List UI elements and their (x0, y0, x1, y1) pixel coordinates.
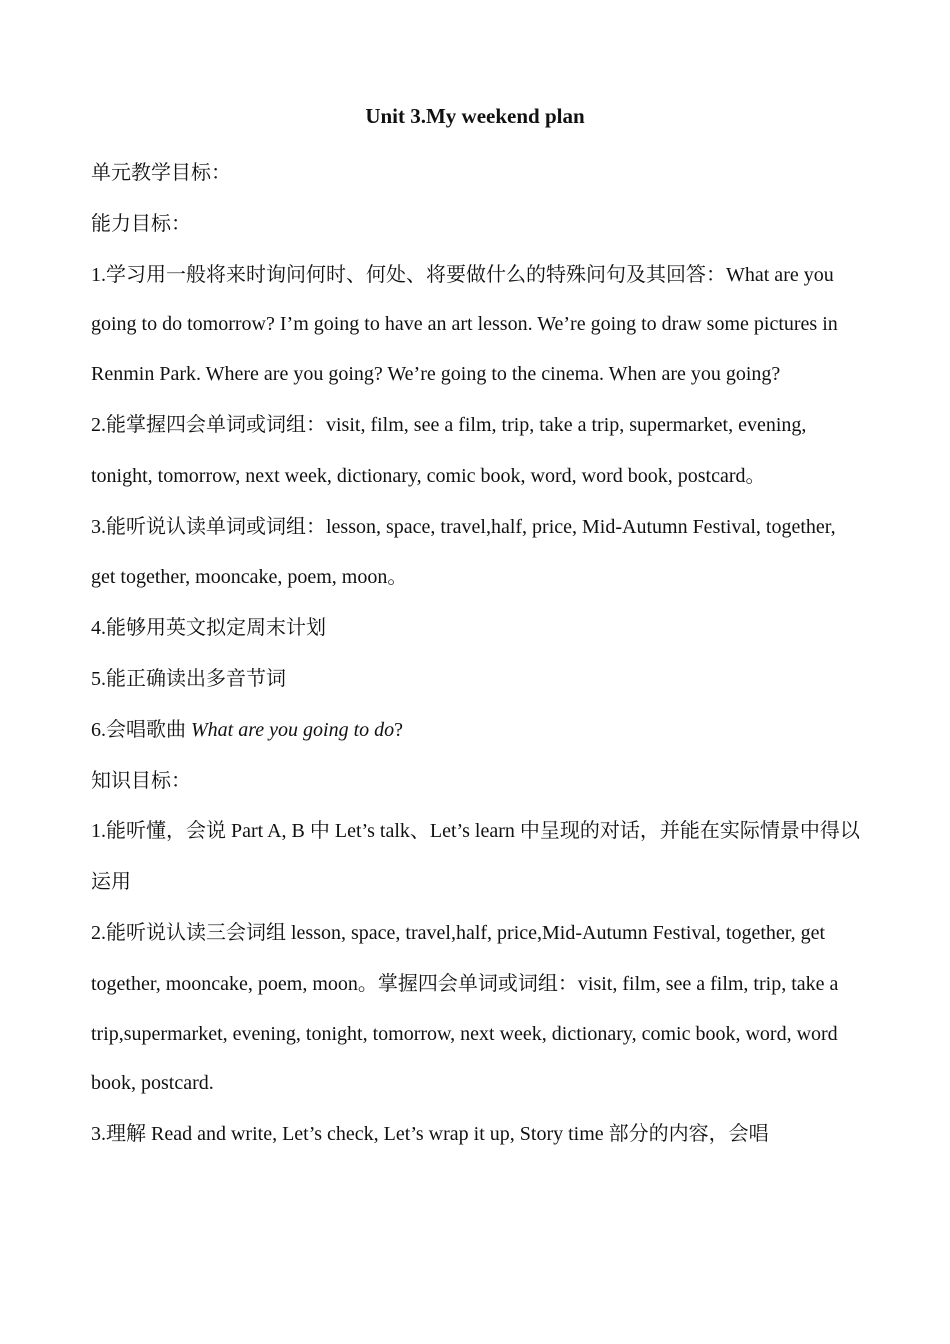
knowledge-item-1: 1.能听懂，会说 Part A, B 中 Let’s talk、Let’s learn 中呈现的对话，并能在实际情景中得以运用 (91, 818, 860, 894)
ability-item-1: 1.学习用一般将来时询问何时、何处、将要做什么的特殊问句及其回答：What are you going to do tomorrow? I’m going to have an art lesson. We’re going to draw some pictures in Renmin Park. Where are you going? We’re going to the cinema. When are you going? (91, 261, 838, 386)
ability-item-3: 3.能听说认读单词或词组：lesson, space, travel,half, price, Mid-Autumn Festival, together, get together, mooncake, poem, moon。 (91, 513, 836, 589)
ability-item-5: 5.能正确读出多音节词 (91, 665, 286, 690)
document-body (91, 148, 861, 1160)
knowledge-heading: 知识目标： (91, 767, 191, 792)
ability-item-2: 2.能掌握四会单词或词组：visit, film, see a film, trip, take a trip, supermarket, evening, tonight, tomorrow, next week, dictionary, comic book, word, word book, postcard。 (91, 411, 807, 487)
ability-item-4: 4.能够用英文拟定周末计划 (91, 615, 326, 640)
document-title: Unit 3.My weekend plan (365, 104, 585, 128)
ability-item-6: 6.会唱歌曲 What are you going to do? (91, 716, 404, 741)
knowledge-item-3: 3.理解 Read and write, Let’s check, Let’s wrap it up, Story time 部分的内容，会唱 (91, 1121, 769, 1146)
ability-heading: 能力目标： (91, 210, 191, 235)
song-title: What are you going to do (191, 718, 395, 741)
knowledge-item-2: 2.能听说认读三会词组 lesson, space, travel,half, price,Mid-Autumn Festival, together, get together, mooncake, poem, moon。掌握四会单词或词组：visit, film, see a film, trip, take a trip,supermarket, evening, tonight, tomorrow, next week, dictionary, comic book, word, word book, postcard. (91, 919, 839, 1095)
unit-goals-heading: 单元教学目标： (91, 160, 231, 184)
